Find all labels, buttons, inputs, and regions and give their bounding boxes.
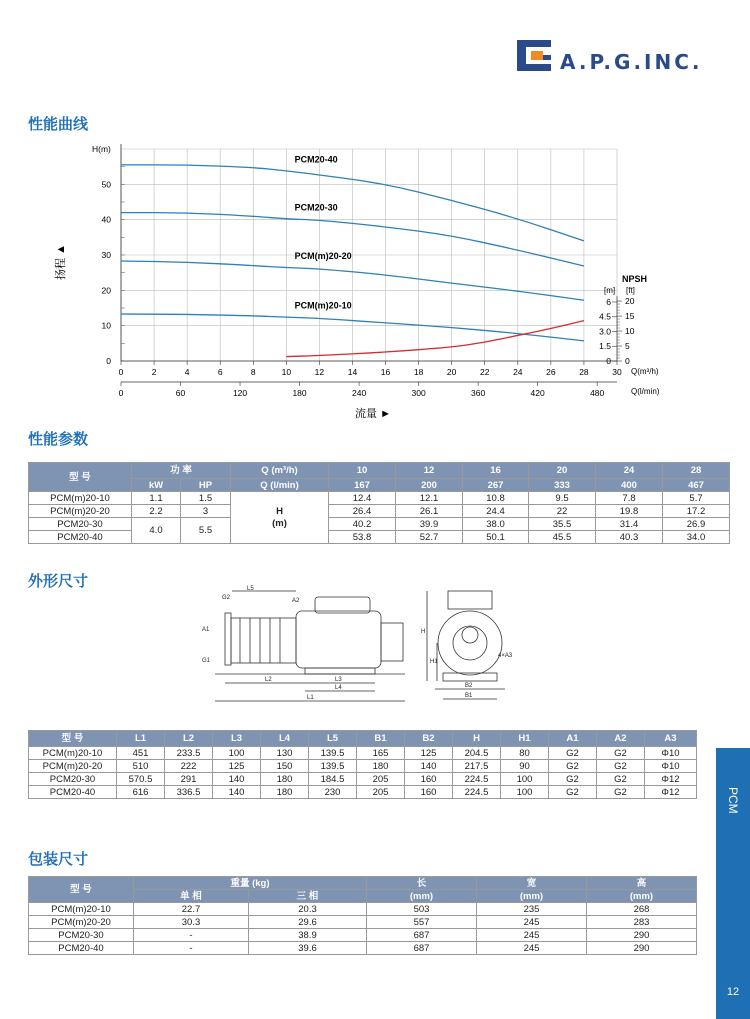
- cell-kw: 4.0: [132, 518, 181, 544]
- params-header-hp: HP: [181, 479, 231, 492]
- dims-cell: 510: [117, 760, 165, 773]
- section-title-pack: 包装尺寸: [28, 850, 89, 868]
- cell-kw: 2.2: [132, 505, 181, 518]
- params-q-m3: 20: [529, 463, 596, 479]
- y-tick-label: 10: [101, 320, 111, 331]
- x-tick-label: 28: [579, 367, 589, 377]
- x-tick-lmin-label: 480: [590, 388, 605, 398]
- x-tick-label: 24: [513, 367, 523, 377]
- y-tick-label: 50: [101, 179, 111, 190]
- cell-h: 31.4: [596, 518, 663, 531]
- pack-cell: 29.6: [249, 916, 367, 929]
- series-label: PCM20-30: [294, 202, 338, 213]
- pack-cell: 30.3: [134, 916, 249, 929]
- table-row: [29, 929, 697, 942]
- table-row: [29, 747, 697, 760]
- cell-h: 53.8: [329, 531, 396, 544]
- pack-cell: 290: [587, 929, 697, 942]
- dim-label-b1: B1: [465, 693, 473, 699]
- pack-cell: 245: [477, 929, 587, 942]
- dims-cell: PCM20-40: [29, 786, 117, 799]
- dims-cell: G2: [597, 786, 645, 799]
- dims-cell: Φ10: [645, 747, 697, 760]
- pack-cell: 235: [477, 903, 587, 916]
- pack-cell: 687: [367, 929, 477, 942]
- cell-head-unit: [231, 492, 329, 544]
- params-q-l: 467: [663, 479, 730, 492]
- pack-cell: 557: [367, 916, 477, 929]
- cell-h: 34.0: [663, 531, 730, 544]
- cell-model: PCM(m)20-10: [29, 492, 132, 505]
- dim-label-l4: L4: [335, 685, 342, 691]
- chart-axes: [118, 144, 622, 386]
- table-row: [29, 903, 697, 916]
- pack-table: [28, 876, 697, 955]
- dims-header-cell: L1: [117, 731, 165, 747]
- cell-h: 50.1: [463, 531, 529, 544]
- dims-cell: PCM20-30: [29, 773, 117, 786]
- dims-header-cell: A2: [597, 731, 645, 747]
- dims-cell: 222: [165, 760, 213, 773]
- npsh-ft-label: 0: [625, 356, 630, 366]
- x-tick-label: 4: [184, 367, 190, 377]
- params-q-m3: 10: [329, 463, 396, 479]
- table-row: [29, 492, 730, 505]
- head-unit: (m): [272, 517, 287, 529]
- side-tab-label: PCM: [726, 786, 740, 814]
- dims-cell: PCM(m)20-20: [29, 760, 117, 773]
- performance-chart: [0, 0, 750, 430]
- x-tick-lmin-label: 120: [232, 388, 248, 398]
- dims-cell: 130: [261, 747, 309, 760]
- dims-cell: 125: [213, 760, 261, 773]
- npsh-ft-label: 15: [625, 311, 635, 322]
- dims-cell: 616: [117, 786, 165, 799]
- dims-cell: 139.5: [309, 760, 357, 773]
- cell-hp: 3: [181, 505, 231, 518]
- cell-h: 12.4: [329, 492, 396, 505]
- params-q-m3: 24: [596, 463, 663, 479]
- dims-cell: 180: [261, 773, 309, 786]
- dims-header-cell: L3: [213, 731, 261, 747]
- outline-drawing: [195, 583, 535, 708]
- dims-cell: G2: [597, 747, 645, 760]
- npsh-ft-label: 10: [625, 326, 635, 337]
- y-tick-label: 20: [101, 285, 111, 296]
- pack-cell: 39.6: [249, 942, 367, 955]
- x-unit-bottom: Q(l/min): [631, 387, 660, 396]
- dims-cell: G2: [549, 747, 597, 760]
- params-header-qm3: Q (m³/h): [231, 463, 329, 479]
- series-label: PCM(m)20-20: [294, 251, 352, 262]
- dims-cell: 125: [405, 747, 453, 760]
- chart-grid: [121, 149, 617, 361]
- dims-cell: 205: [357, 786, 405, 799]
- pack-header-model: 型 号: [29, 877, 134, 903]
- cell-h: 35.5: [529, 518, 596, 531]
- dims-cell: 140: [405, 760, 453, 773]
- x-tick-label: 12: [314, 367, 325, 377]
- dims-cell: PCM(m)20-10: [29, 747, 117, 760]
- dims-cell: 184.5: [309, 773, 357, 786]
- x-tick-label: 0: [118, 367, 124, 377]
- dims-cell: 570.5: [117, 773, 165, 786]
- dims-cell: 217.5: [453, 760, 501, 773]
- npsh-m-label: 3.0: [599, 326, 611, 337]
- dim-label-h: H: [421, 629, 426, 635]
- dims-header-cell: L5: [309, 731, 357, 747]
- dims-cell: Φ12: [645, 773, 697, 786]
- x-tick-label: 2: [151, 367, 157, 377]
- params-header-kw: kW: [132, 479, 181, 492]
- pack-header-single: 单 相: [134, 890, 249, 903]
- cell-h: 40.2: [329, 518, 396, 531]
- cell-model: PCM20-30: [29, 518, 132, 531]
- pack-cell: 687: [367, 942, 477, 955]
- cell-kw: 1.1: [132, 492, 181, 505]
- dim-label-g2: G2: [222, 595, 231, 601]
- dims-cell: G2: [549, 760, 597, 773]
- dim-label-l5: L5: [247, 586, 254, 592]
- section-title-curve: 性能曲线: [28, 115, 89, 133]
- params-q-m3: 28: [663, 463, 730, 479]
- cell-h: 26.1: [396, 505, 463, 518]
- cell-h: 40.3: [596, 531, 663, 544]
- pack-header-mm: (mm): [587, 890, 697, 903]
- series-label: PCM(m)20-10: [294, 300, 352, 311]
- cell-h: 19.8: [596, 505, 663, 518]
- dims-cell: 180: [357, 760, 405, 773]
- x-tick-label: 8: [250, 367, 256, 377]
- params-q-l: 333: [529, 479, 596, 492]
- dims-cell: 336.5: [165, 786, 213, 799]
- pack-cell: PCM(m)20-10: [29, 903, 134, 916]
- pack-cell: 290: [587, 942, 697, 955]
- cell-h: 39.9: [396, 518, 463, 531]
- x-tick-label: 14: [347, 367, 358, 377]
- series-label: PCM20-40: [294, 154, 338, 165]
- x-tick-lmin-label: 240: [351, 388, 367, 398]
- dim-label-l1: L1: [307, 695, 314, 701]
- params-header-power: 功 率: [132, 463, 231, 479]
- cell-h: 10.8: [463, 492, 529, 505]
- pack-header-mm: (mm): [477, 890, 587, 903]
- page-number: 12: [726, 986, 740, 998]
- npsh-ft-label: 20: [625, 296, 635, 307]
- params-q-l: 267: [463, 479, 529, 492]
- pack-cell: 503: [367, 903, 477, 916]
- dim-label-h1: H1: [430, 659, 438, 665]
- params-header-model: 型 号: [29, 463, 132, 492]
- x-tick-lmin-label: 420: [530, 388, 545, 398]
- y-tick-label: 30: [101, 250, 111, 260]
- cell-hp: 1.5: [181, 492, 231, 505]
- dim-label-a3: 4×A3: [498, 653, 513, 659]
- dims-header-cell: A1: [549, 731, 597, 747]
- cell-model: PCM20-40: [29, 531, 132, 544]
- npsh-m-label: 4.5: [599, 311, 611, 322]
- cell-h: 22: [529, 505, 596, 518]
- cell-h: 7.8: [596, 492, 663, 505]
- dims-cell: 233.5: [165, 747, 213, 760]
- npsh-title: NPSH: [622, 274, 648, 284]
- pack-header-weight: 重量 (kg): [134, 877, 367, 890]
- params-header-ql: Q (l/min): [231, 479, 329, 492]
- y-tick-label: 0: [106, 356, 111, 366]
- dims-cell: 100: [501, 773, 549, 786]
- pack-cell: -: [134, 929, 249, 942]
- dim-label-a2: A2: [292, 598, 300, 604]
- table-row: [29, 518, 730, 531]
- dims-header-cell: 型 号: [29, 731, 117, 747]
- x-tick-label: 30: [612, 367, 622, 377]
- dims-header-cell: B1: [357, 731, 405, 747]
- dim-label-g1: G1: [202, 658, 211, 664]
- dims-cell: 451: [117, 747, 165, 760]
- cell-h: 52.7: [396, 531, 463, 544]
- dims-cell: 230: [309, 786, 357, 799]
- cell-h: 26.4: [329, 505, 396, 518]
- dims-cell: 100: [213, 747, 261, 760]
- table-row: [29, 786, 697, 799]
- pack-cell: 20.3: [249, 903, 367, 916]
- head-label: H: [276, 505, 283, 517]
- npsh-m-label: 0: [606, 356, 611, 366]
- section-title-params: 性能参数: [28, 430, 89, 448]
- dims-cell: 160: [405, 773, 453, 786]
- cell-h: 17.2: [663, 505, 730, 518]
- dims-header-cell: B2: [405, 731, 453, 747]
- pack-cell: -: [134, 942, 249, 955]
- x-unit-top: Q(m³/h): [631, 367, 659, 376]
- dims-header-cell: L4: [261, 731, 309, 747]
- x-tick-lmin-label: 180: [292, 388, 307, 398]
- pack-header-length: 长: [367, 877, 477, 890]
- dims-cell: G2: [597, 773, 645, 786]
- cell-h: 9.5: [529, 492, 596, 505]
- y-tick-label: 40: [101, 214, 111, 225]
- pack-cell: PCM20-40: [29, 942, 134, 955]
- dims-cell: 90: [501, 760, 549, 773]
- x-axis-label: 流量 ►: [355, 408, 391, 420]
- cell-hp: 5.5: [181, 518, 231, 544]
- x-tick-label: 6: [217, 367, 223, 377]
- npsh-m-label: 1.5: [599, 341, 611, 352]
- dim-label-b2: B2: [465, 683, 473, 689]
- pack-header-mm: (mm): [367, 890, 477, 903]
- y-axis-label: 扬程 ▲: [55, 244, 67, 280]
- x-tick-label: 10: [281, 367, 292, 377]
- dims-table: [28, 730, 697, 799]
- cell-h: 38.0: [463, 518, 529, 531]
- pack-cell: 268: [587, 903, 697, 916]
- x-tick-label: 22: [479, 367, 490, 377]
- dims-cell: G2: [549, 773, 597, 786]
- dims-cell: 165: [357, 747, 405, 760]
- dims-cell: 80: [501, 747, 549, 760]
- x-tick-lmin-label: 0: [118, 388, 124, 398]
- cell-h: 12.1: [396, 492, 463, 505]
- dims-cell: 224.5: [453, 786, 501, 799]
- dims-cell: 180: [261, 786, 309, 799]
- params-table: [28, 462, 730, 544]
- dims-cell: Φ10: [645, 760, 697, 773]
- x-tick-label: 20: [446, 367, 457, 377]
- npsh-m-label: 6: [606, 296, 611, 307]
- pack-cell: 245: [477, 916, 587, 929]
- params-q-l: 167: [329, 479, 396, 492]
- cell-h: 45.5: [529, 531, 596, 544]
- x-tick-lmin-label: 360: [471, 388, 486, 398]
- x-tick-label: 18: [413, 367, 424, 377]
- dim-label-l2: L2: [265, 677, 272, 683]
- dim-label-a1: A1: [202, 627, 210, 633]
- dims-cell: 150: [261, 760, 309, 773]
- params-q-l: 200: [396, 479, 463, 492]
- pack-header-width: 宽: [477, 877, 587, 890]
- table-row: [29, 916, 697, 929]
- params-q-l: 400: [596, 479, 663, 492]
- pack-cell: 38.9: [249, 929, 367, 942]
- dims-cell: 139.5: [309, 747, 357, 760]
- cell-h: 5.7: [663, 492, 730, 505]
- table-row: [29, 942, 697, 955]
- pack-cell: 283: [587, 916, 697, 929]
- pack-cell: PCM20-30: [29, 929, 134, 942]
- x-tick-lmin-label: 60: [175, 388, 186, 398]
- dim-label-l3: L3: [335, 677, 342, 683]
- dims-cell: 100: [501, 786, 549, 799]
- pack-cell: 22.7: [134, 903, 249, 916]
- pack-cell: 245: [477, 942, 587, 955]
- table-row: [29, 760, 697, 773]
- table-row: [29, 773, 697, 786]
- dims-cell: 140: [213, 786, 261, 799]
- dims-cell: 140: [213, 773, 261, 786]
- x-tick-label: 26: [546, 367, 556, 377]
- section-title-dims: 外形尺寸: [28, 572, 89, 590]
- dims-cell: 205: [357, 773, 405, 786]
- chart-labels: [102, 154, 635, 398]
- dims-cell: 224.5: [453, 773, 501, 786]
- params-q-m3: 12: [396, 463, 463, 479]
- dims-header-cell: H: [453, 731, 501, 747]
- x-tick-lmin-label: 300: [411, 388, 426, 398]
- dims-header-cell: L2: [165, 731, 213, 747]
- npsh-ft-label: 5: [625, 341, 630, 352]
- cell-h: 26.9: [663, 518, 730, 531]
- params-q-m3: 16: [463, 463, 529, 479]
- pack-header-height: 高: [587, 877, 697, 890]
- pack-cell: PCM(m)20-20: [29, 916, 134, 929]
- npsh-unit-m: [m]: [604, 286, 616, 295]
- npsh-unit-ft: [ft]: [626, 286, 635, 295]
- dims-cell: G2: [549, 786, 597, 799]
- dims-cell: 291: [165, 773, 213, 786]
- dims-header-cell: H1: [501, 731, 549, 747]
- y-unit-label: H(m): [92, 144, 111, 154]
- cell-model: PCM(m)20-20: [29, 505, 132, 518]
- cell-h: 24.4: [463, 505, 529, 518]
- dims-cell: 204.5: [453, 747, 501, 760]
- dims-cell: G2: [597, 760, 645, 773]
- x-tick-label: 16: [380, 367, 391, 377]
- dims-cell: Φ12: [645, 786, 697, 799]
- dims-cell: 160: [405, 786, 453, 799]
- brand-name: A.P.G.INC.: [560, 50, 703, 74]
- dims-header-cell: A3: [645, 731, 697, 747]
- table-row: [29, 505, 730, 518]
- pack-header-three: 三 相: [249, 890, 367, 903]
